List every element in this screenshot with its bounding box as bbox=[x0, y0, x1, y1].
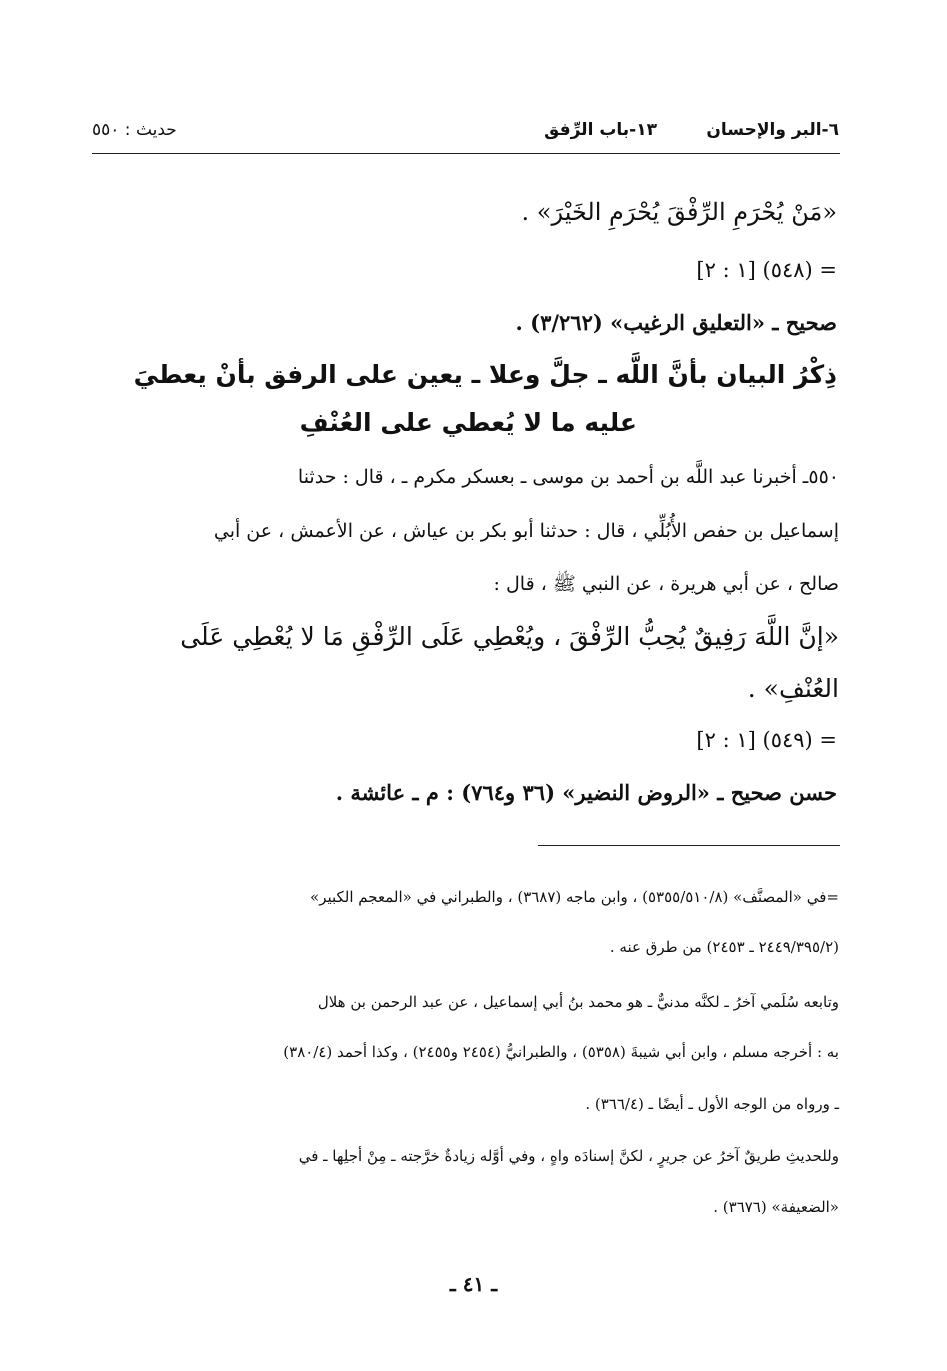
isnad-line1: ٥٥٠ـ أخبرنا عبد اللَّه بن أحمد بن موسى ـ بعسكر مكرم ـ ، قال : حدثنا bbox=[297, 466, 839, 488]
footnote-line4: به : أخرجه مسلم ، وابن أبي شيبةَ (٥٣٥٨) ، والطبرانيُّ (٢٤٥٤ و٢٤٥٥) ، وكذا أحمد (٣٨٠/٤) bbox=[283, 1043, 839, 1061]
chapter-title: ٦-البر والإحسان bbox=[706, 120, 839, 140]
chapter-heading-line2: عليه ما لا يُعطي على العُنْفِ bbox=[299, 408, 637, 437]
matn-line2: العُنْفِ» . bbox=[747, 674, 839, 703]
matn-line1: «إنَّ اللَّهَ رَفِيقٌ يُحِبُّ الرِّفْقَ ، ويُعْطِي عَلَى الرِّفْقِ مَا لا يُعْطِي عَلَى bbox=[180, 622, 839, 651]
page-number: ـ ٤١ ـ bbox=[449, 1272, 498, 1296]
isnad-line3: صالح ، عن أبي هريرة ، عن النبي ﷺ ، قال : bbox=[493, 573, 839, 595]
footnote-line2: (٢٤٤٩/٣٩٥/٢ ـ ٢٤٥٣) من طرق عنه . bbox=[609, 938, 839, 956]
section-title: ١٣-باب الرِّفق bbox=[544, 120, 657, 140]
footnote-line1: =في «المصنَّف» (٥٣٥٥/٥١٠/٨) ، وابن ماجه (٣٦٨٧) ، والطبراني في «المعجم الكبير» bbox=[310, 888, 839, 906]
grade-current: حسن صحيح ـ «الروض النضير» (٣٦ و٧٦٤) : م ـ عائشة . bbox=[335, 780, 837, 805]
ref-prev: = (٥٤٨) [١ : ٢] bbox=[696, 258, 837, 282]
footnote-rule bbox=[538, 845, 840, 846]
footnote-line7: «الضعيفة» (٣٦٧٦) . bbox=[713, 1198, 839, 1216]
footnote-line5: ـ ورواه من الوجه الأول ـ أيضًا ـ (٣٦٦/٤) . bbox=[585, 1095, 839, 1113]
header-rule bbox=[92, 153, 840, 154]
footnote-line3: وتابعه سُلَمي آخرُ ـ لكنَّه مدنيٌّ ـ هو محمد بنُ أبي إسماعيل ، عن عبد الرحمن بن هلال bbox=[317, 993, 839, 1011]
footnote-line6: وللحديثِ طريقٌ آخرُ عن جريرٍ ، لكنَّ إسنادَه واهٍ ، وفي أوَّله زيادةٌ خرَّجته ـ مِنْ أجلِها ـ في bbox=[298, 1147, 839, 1165]
hadith-number-ref: حديث : ٥٥٠ bbox=[92, 120, 177, 140]
ref-current: = (٥٤٩) [١ : ٢] bbox=[696, 728, 837, 752]
hadith-prev-text: «مَنْ يُحْرَمِ الرِّفْقَ يُحْرَمِ الخَيْرَ» . bbox=[521, 198, 837, 226]
grade-prev: صحيح ـ «التعليق الرغيب» (٣/٢٦٢) . bbox=[515, 310, 837, 335]
isnad-line2: إسماعيل بن حفص الأُبُلِّي ، قال : حدثنا أبو بكر بن عياش ، عن الأعمش ، عن أبي bbox=[213, 520, 839, 542]
chapter-heading-line1: ذِكْرُ البيان بأنَّ اللَّه ـ جلَّ وعلا ـ يعين على الرفق بأنْ يعطيَ bbox=[133, 360, 837, 389]
